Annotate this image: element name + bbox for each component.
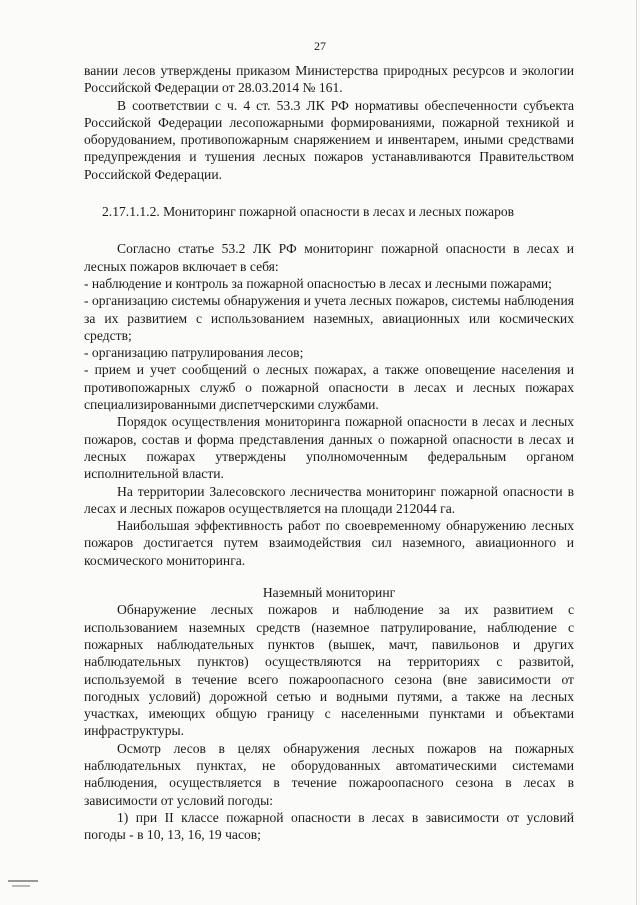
paragraph-efficiency: Наибольшая эффективность работ по своевременному обнаружению лесных пожаров достигается путем взаимодействия сил наземного, авиационного и космического мониторинга. [84, 518, 574, 568]
paragraph-territory-area: На территории Залесовского лесничества мониторинг пожарной опасности в лесах и лесных пожаров осуществляется на площади 212044 га. [84, 483, 574, 516]
list-item-class-ii: 1) при II классе пожарной опасности в лесах в зависимости от условий погоды - в 10, 13, 16, 19 часов; [84, 809, 574, 843]
scan-edge-line [636, 0, 637, 905]
scan-artifact-mark [12, 885, 30, 887]
paragraph-ground-detection: Обнаружение лесных пожаров и наблюдение за их развитием с использованием наземных средств (наземное патрулирование, наблюдение с пожарных наблюдательных пунктов (вышек, мачт, павильонов и других наблюдательных пунктов) осуществляются на территориях с развитой, используемой в течение всего пожароопасного сезона (вне зависимости от погодных условий) дорожной сетью и водными путями, а также на лесных участках, имеющих общую границу с населенными пунктами и объектами инфраструктуры. [84, 602, 574, 739]
subheading-ground-monitoring: Наземный мониторинг [262, 585, 396, 601]
list-item-observation: - наблюдение и контроль за пожарной опасностью в лесах и лесными пожарами; [84, 275, 552, 291]
paragraph-article-53-2: Согласно статье 53.2 ЛК РФ мониторинг пожарной опасности в лесах и лесных пожаров включает в себя: [84, 241, 574, 274]
section-title: 2.17.1.1.2. Мониторинг пожарной опасности в лесах и лесных пожаров [102, 204, 515, 220]
page-number: 27 [314, 39, 326, 53]
paragraph-standards: В соответствии с ч. 4 ст. 53.3 ЛК РФ нормативы обеспеченности субъекта Российской Федерации лесопожарными формированиями, пожарной техникой и оборудованием, противопожарным снаряжением и инвентарем, иными средствами предупреждения и тушения лесных пожаров устанавливаются Правительством Российской Федерации. [84, 97, 574, 182]
paragraph-inspection-schedule: Осмотр лесов в целях обнаружения лесных пожаров на пожарных наблюдательных пунктах, не оборудованных автоматическими системами наблюдения, осуществляется в течение пожароопасного сезона в лесах в зависимости от условий погоды: [84, 740, 574, 808]
scan-artifact-mark [8, 880, 38, 882]
document-body [84, 62, 574, 843]
paragraph-continuation: вании лесов утверждены приказом Министерства природных ресурсов и экологии Российской Федерации от 28.03.2014 № 161. [84, 63, 574, 96]
list-item-detection-system: - организацию системы обнаружения и учета лесных пожаров, системы наблюдения за их развитием с использованием наземных, авиационных или космических средств; [84, 293, 574, 343]
list-item-reports: - прием и учет сообщений о лесных пожарах, а также оповещение населения и противопожарных служб о пожарной опасности в лесах и лесных пожарах специализированными диспетчерскими службами. [84, 362, 574, 413]
paragraph-procedure: Порядок осуществления мониторинга пожарной опасности в лесах и лесных пожаров, состав и форма представления данных о пожарной опасности в лесах и лесных пожарах утверждены уполномоченным федеральным органом исполнительной власти. [84, 414, 574, 482]
list-item-patrolling: - организацию патрулирования лесов; [84, 345, 304, 361]
